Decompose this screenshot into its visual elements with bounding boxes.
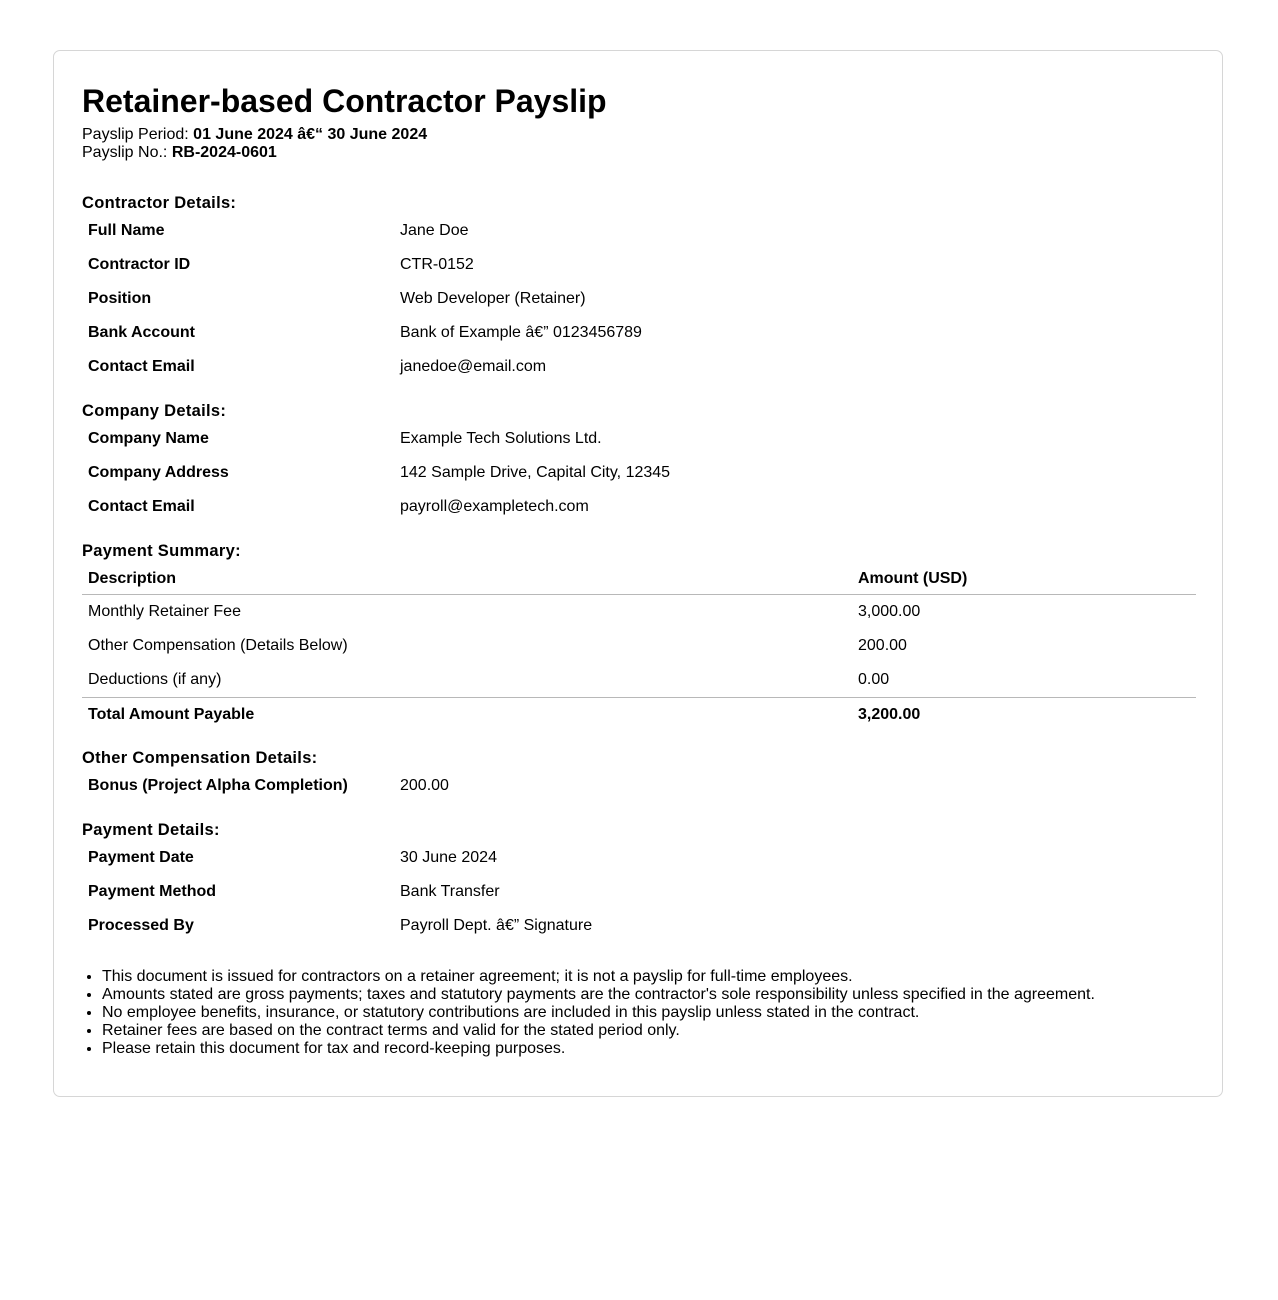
contractor-details-table [88, 214, 1196, 384]
payslip-card [53, 50, 1223, 1097]
field-value: Payroll Dept. â€” Signature [400, 917, 593, 934]
row-description: Monthly Retainer Fee [88, 603, 241, 620]
page-title: Retainer-based Contractor Payslip [82, 83, 607, 119]
contractor-row [88, 282, 1196, 316]
field-value: CTR-0152 [400, 256, 474, 273]
field-label: Full Name [88, 222, 165, 239]
total-amount: 3,200.00 [858, 706, 921, 723]
payslip-number-label: Payslip No.: [82, 144, 168, 161]
compensation-row [88, 769, 1196, 803]
total-row [82, 697, 1196, 732]
note-item: • This document is issued for contractors on a retainer agreement; it is not a payslip for full-time employees. [102, 968, 1202, 986]
note-item: • Retainer fees are based on the contract terms and valid for the stated period only. [102, 1022, 1202, 1040]
field-label: Processed By [88, 917, 194, 934]
field-label: Company Name [88, 430, 209, 447]
field-label: Payment Date [88, 849, 194, 866]
field-value: 30 June 2024 [400, 849, 497, 866]
field-value: Jane Doe [400, 222, 469, 239]
payment-row [88, 875, 1196, 909]
contractor-details-heading: Contractor Details: [82, 194, 237, 212]
field-label: Contractor ID [88, 256, 191, 273]
field-label: Payment Method [88, 883, 217, 900]
field-label: Position [88, 290, 152, 307]
col-description-header: Description [88, 570, 177, 587]
note-item: • Amounts stated are gross payments; taxes and statutory payments are the contractor's sole responsibility unless specified in the agreement. [102, 986, 1202, 1004]
field-value: Web Developer (Retainer) [400, 290, 586, 307]
row-amount: 200.00 [858, 637, 907, 654]
row-amount: 0.00 [858, 671, 890, 688]
contractor-row [88, 316, 1196, 350]
field-value: Example Tech Solutions Ltd. [400, 430, 602, 447]
field-label: Company Address [88, 464, 229, 481]
notes-list [82, 968, 1202, 1058]
payslip-number-value: RB-2024-0601 [171, 144, 277, 161]
company-row [88, 456, 1196, 490]
contractor-row [88, 248, 1196, 282]
col-amount-header: Amount (USD) [858, 570, 968, 587]
total-label: Total Amount Payable [88, 706, 255, 723]
payslip-period-label: Payslip Period: [82, 126, 189, 143]
payment-summary-table [82, 563, 1196, 732]
payment-row [88, 909, 1196, 943]
payment-details-heading: Payment Details: [82, 821, 220, 839]
row-description: Deductions (if any) [88, 671, 222, 688]
row-amount: 3,000.00 [858, 603, 921, 620]
payslip-number [82, 144, 277, 162]
row-description: Other Compensation (Details Below) [88, 637, 348, 654]
field-value: Bank Transfer [400, 883, 500, 900]
payment-row [88, 841, 1196, 875]
company-details-table [88, 422, 1196, 524]
payment-summary-heading: Payment Summary: [82, 542, 241, 560]
other-compensation-heading: Other Compensation Details: [82, 749, 318, 767]
table-row [82, 595, 1196, 629]
field-label: Contact Email [88, 358, 195, 375]
payslip-period [82, 126, 427, 144]
note-item: • Please retain this document for tax and record-keeping purposes. [102, 1040, 1202, 1058]
field-label: Bank Account [88, 324, 195, 341]
company-row [88, 422, 1196, 456]
field-label: Bonus (Project Alpha Completion) [88, 777, 348, 794]
table-row [82, 663, 1196, 697]
contractor-row [88, 350, 1196, 384]
payslip-period-value: 01 June 2024 â€“ 30 June 2024 [193, 126, 428, 143]
company-row [88, 490, 1196, 524]
table-header-row [82, 563, 1196, 595]
table-row [82, 629, 1196, 663]
field-value: 200.00 [400, 777, 449, 794]
field-value: payroll@exampletech.com [400, 498, 589, 515]
field-label: Contact Email [88, 498, 195, 515]
contractor-row [88, 214, 1196, 248]
field-value: janedoe@email.com [400, 358, 547, 375]
field-value: Bank of Example â€” 0123456789 [400, 324, 642, 341]
field-value: 142 Sample Drive, Capital City, 12345 [400, 464, 671, 481]
other-compensation-table [88, 769, 1196, 803]
payment-details-table [88, 841, 1196, 943]
company-details-heading: Company Details: [82, 402, 227, 420]
note-item: • No employee benefits, insurance, or statutory contributions are included in this payslip unless stated in the contract. [102, 1004, 1202, 1022]
